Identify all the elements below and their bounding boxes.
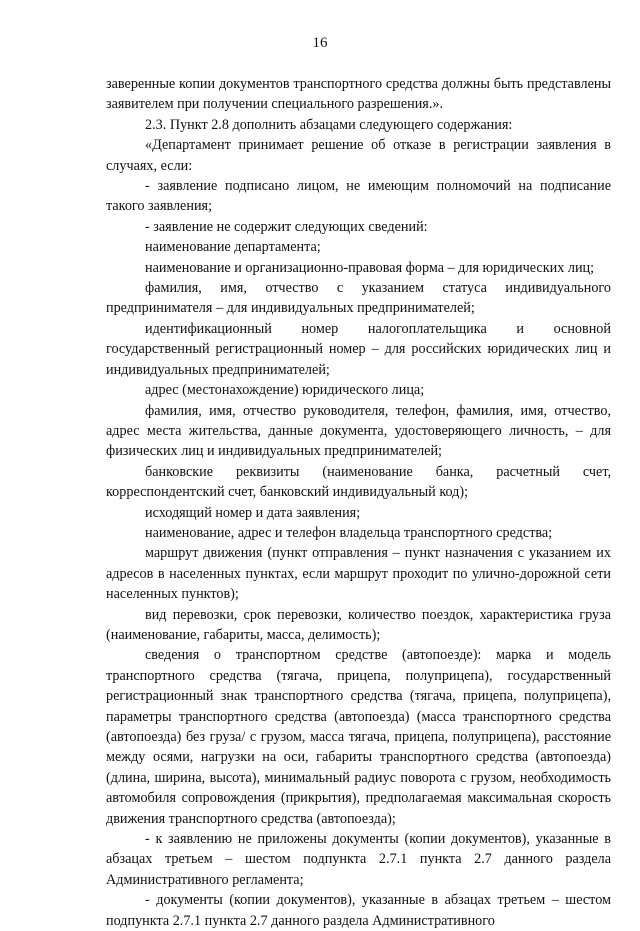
paragraph-missing-info: - заявление не содержит следующих сведений:	[145, 218, 428, 235]
paragraph-vehicle-owner: наименование, адрес и телефон владельца транспортного средства;	[145, 524, 553, 541]
paragraph-documents-cont: - документы (копии документов), указанные в абзацах третьем – шестом подпункта 2.7.1 пункта 2.7 данного раздела Административного	[106, 892, 611, 929]
paragraph-department-name: наименование департамента;	[145, 239, 321, 256]
paragraph-continuation: заверенные копии документов транспортного средства должны быть представлены заявителем при получении специального разрешения.».	[106, 76, 611, 113]
paragraph-tax-id: идентификационный номер налогоплательщика и основной государственный регистрационный номер – для российских юридических лиц и индивидуальных предпринимателей;	[106, 320, 611, 378]
paragraph-amendment-heading: 2.3. Пункт 2.8 дополнить абзацами следующего содержания:	[145, 116, 513, 133]
paragraph-entrepreneur-name: фамилия, имя, отчество с указанием статуса индивидуального предпринимателя – для индивидуальных предпринимателей;	[106, 280, 611, 317]
paragraph-unauthorized-signature: - заявление подписано лицом, не имеющим полномочий на подписание такого заявления;	[106, 178, 611, 215]
paragraph-refusal-intro: «Департамент принимает решение об отказе в регистрации заявления в случаях, если:	[106, 137, 611, 174]
paragraph-legal-form: наименование и организационно-правовая форма – для юридических лиц;	[145, 259, 595, 276]
paragraph-bank-details: банковские реквизиты (наименование банка, расчетный счет, корреспондентский счет, банковский индивидуальный код);	[106, 463, 611, 501]
paragraph-vehicle-info: сведения о транспортном средстве (автопоезде): марка и модель транспортного средства (тягача, прицепа, полуприцепа), государственный регистрационный знак транспортного средства (тягача, прицепа, полуприцепа), параметры транспортного средства (автопоезда) (масса транспортного средства (автопоезда) без груза/ с грузом, масса тягача, прицепа, полуприцепа), расстояние между осями, нагрузки на оси, габариты транспортного средства (автопоезда) (длина, ширина, высота), минимальный радиус поворота с грузом, необходимость автомобиля сопровождения (прикрытия), предполагаемая максимальная скорость движения транспортного средства (автопоезда);	[106, 647, 611, 827]
paragraph-outgoing-number: исходящий номер и дата заявления;	[145, 504, 361, 521]
paragraph-missing-documents: - к заявлению не приложены документы (копии документов), указанные в абзацах третьем – шестом подпункта 2.7.1 пункта 2.7 данного раздела Административного регламента;	[106, 831, 611, 888]
paragraph-legal-address: адрес (местонахождение) юридического лица;	[145, 382, 425, 399]
paragraph-route: маршрут движения (пункт отправления – пункт назначения с указанием их адресов в населенных пунктах, если маршрут проходит по улично-дорожной сети населенных пунктов);	[106, 545, 611, 603]
paragraph-cargo: вид перевозки, срок перевозки, количество поездок, характеристика груза (наименование, габариты, масса, делимость);	[106, 606, 611, 643]
paragraph-contact-details: фамилия, имя, отчество руководителя, телефон, фамилия, имя, отчество, адрес места жительства, данные документа, удостоверяющего личность, – для физических лиц и индивидуальных предпринимателей;	[106, 402, 611, 460]
page-number: 16	[312, 35, 328, 51]
document-body	[106, 74, 611, 931]
